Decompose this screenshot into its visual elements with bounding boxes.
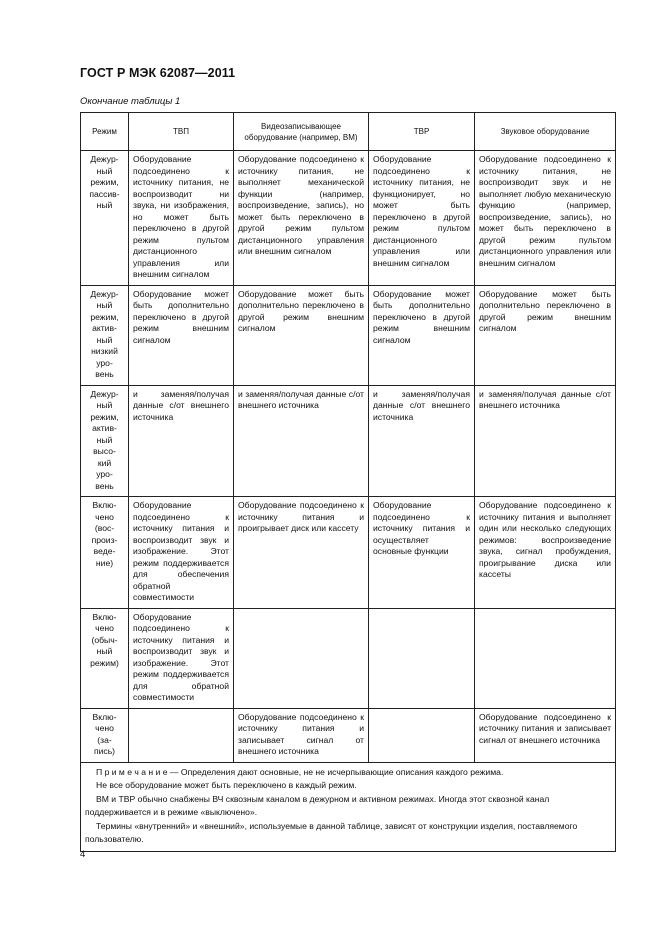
modes-table — [80, 112, 616, 852]
table-cell — [475, 608, 616, 708]
notes-row — [81, 762, 616, 851]
table-row — [81, 385, 616, 497]
table-cell — [234, 608, 369, 708]
table-cell: Оборудование подсоединено к источнику питания, не воспроизводит ни звука, ни изображения, но может быть переключено в другой режим пультом дистанционного управления или внешним сигналом — [129, 151, 234, 286]
mode-cell: Дежур- ный режим, актив- ный высо- кий уро- вень — [81, 385, 129, 497]
page-number: 4 — [80, 849, 86, 860]
note-paragraph: Не все оборудование может быть переключено в каждый режим. — [96, 780, 357, 790]
column-header-tvr: ТВР — [369, 113, 475, 151]
table-row — [81, 708, 616, 762]
table-cell: Оборудование подсоединено к источнику питания и воспроизводит звук и изображение. Этот режим поддерживается для обратной совместимости — [129, 608, 234, 708]
standard-title: ГОСТ Р МЭК 62087—2011 — [80, 66, 236, 80]
table-cell: Оборудование подсоединено к источнику питания и выполняет один или несколько следующих режимов: воспроизведение звука, сигнал пробуждения, проигрывание диска или кассеты — [475, 497, 616, 609]
table-cell: Оборудование может быть дополнительно переключено в другой режим внешним сигналом — [234, 285, 369, 385]
table-cell: Оборудование подсоединено к источнику питания и проигрывает диск или кассету — [234, 497, 369, 609]
note-paragraph: ВМ и ТВР обычно снабжены ВЧ сквозным каналом в дежурном и активном режимах. Иногда этот сквозной канал поддерживается и в режиме «выключено». — [85, 793, 550, 817]
table-cell: Оборудование подсоединено к источнику питания и записывает сигнал от внешнего источника — [475, 708, 616, 762]
table-cell: Оборудование подсоединено к источнику питания, не функционирует, но может быть переключено в другой режим пультом дистанционного управления или внешним сигналом — [369, 151, 475, 286]
table-cell: Оборудование подсоединено к источнику питания, не выполняет механической функции (например, воспроизведение, запись), но может быть переключено в другой режим пультом дистанционного управления или внешним сигналом — [234, 151, 369, 286]
mode-cell: Дежур- ный режим, пассив- ный — [81, 151, 129, 286]
table-cell: и заменяя/получая данные с/от внешнего источника — [369, 385, 475, 497]
table-cell: Оборудование может быть дополнительно переключено в другой режим внешним сигналом — [475, 285, 616, 385]
table-row — [81, 608, 616, 708]
column-header-video-recorder: Видеозаписывающее оборудование (например, ВМ) — [234, 113, 369, 151]
table-cell — [369, 708, 475, 762]
mode-cell: Вклю- чено (обыч- ный режим) — [81, 608, 129, 708]
column-header-tvp: ТВП — [129, 113, 234, 151]
table-cell: Оборудование подсоединено к источнику питания и осуществляет основные функции — [369, 497, 475, 609]
mode-cell: Вклю- чено (вос- произ- веде- ние) — [81, 497, 129, 609]
table-cell: Оборудование подсоединено к источнику питания и воспроизводит звук и изображение. Этот режим поддерживается для обеспечения обратной совместимости — [129, 497, 234, 609]
table-cell: Оборудование может быть дополнительно переключено в другой режим внешним сигналом — [129, 285, 234, 385]
table-cell — [129, 708, 234, 762]
table-cell: и заменяя/получая данные с/от внешнего источника — [129, 385, 234, 497]
table-cell: Оборудование может быть дополнительно переключено в другой режим внешним сигналом — [369, 285, 475, 385]
table-cell: и заменяя/получая данные с/от внешнего источника — [234, 385, 369, 497]
table-header-row — [81, 113, 616, 151]
table-row — [81, 285, 616, 385]
mode-cell: Вклю- чено (за- пись) — [81, 708, 129, 762]
notes-cell — [81, 762, 616, 851]
column-header-audio: Звуковое оборудование — [475, 113, 616, 151]
table-row — [81, 151, 616, 286]
table-caption: Окончание таблицы 1 — [80, 96, 181, 107]
note-paragraph: П р и м е ч а н и е — Определения дают основные, не не исчерпывающие описания каждого режима. — [96, 766, 504, 777]
table-cell: и заменяя/получая данные с/от внешнего источника — [475, 385, 616, 497]
table-cell: Оборудование подсоединено к источнику питания и записывает сигнал от внешнего источника — [234, 708, 369, 762]
table-cell — [369, 608, 475, 708]
note-paragraph: Термины «внутренний» и «внешний», используемые в данной таблице, зависят от конструкции изделия, поставляемого пользователю. — [85, 820, 578, 844]
table-cell: Оборудование подсоединено к источнику питания, не воспроизводит звук и не выполняет любую механическую функцию (например, воспроизведение, запись), но может быть переключено в другой режим пультом дистанционного управления или внешним сигналом — [475, 151, 616, 286]
column-header-mode: Режим — [81, 113, 129, 151]
mode-cell: Дежур- ный режим, актив- ный низкий уро- вень — [81, 285, 129, 385]
table-row — [81, 497, 616, 609]
